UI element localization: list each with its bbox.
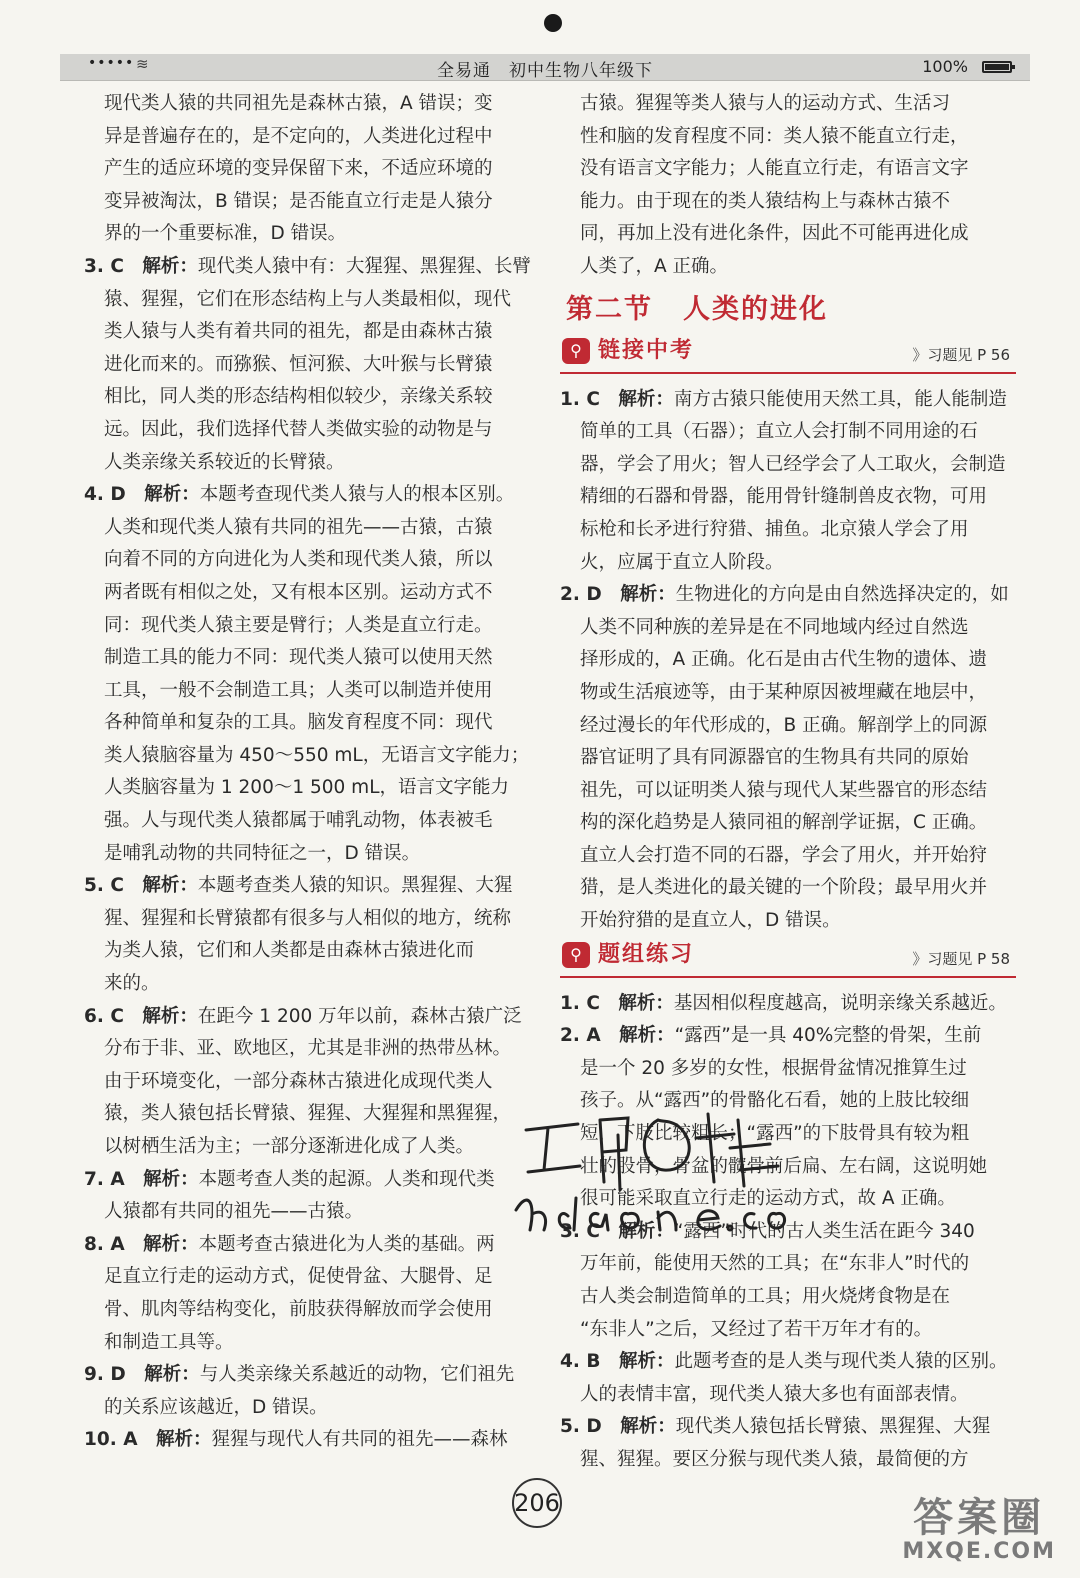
answer-label: 3. C 解析： bbox=[560, 1220, 674, 1242]
text-line bbox=[560, 481, 1016, 514]
line-text: 制造工具的能力不同：现代类人猿可以使用天然 bbox=[104, 647, 493, 669]
answer-label: 6. C 解析： bbox=[84, 1005, 198, 1027]
text-line bbox=[84, 968, 534, 1001]
line-text: 现代类人猿的共同祖先是森林古猿，A 错误；变 bbox=[104, 93, 493, 114]
line-text: 向着不同的方向进化为人类和现代类人猿，所以 bbox=[104, 549, 493, 571]
line-text: 两者既有相似之处，又有根本区别。运动方式不 bbox=[104, 581, 493, 603]
text-line bbox=[560, 742, 1016, 775]
line-text: 人猿都有共同的祖先——古猿。 bbox=[104, 1201, 364, 1223]
line-text: 物或生活痕迹等，由于某种原因被埋藏在地层中， bbox=[580, 681, 988, 703]
line-text: 以树栖生活为主；一部分逐渐进化成了人类。 bbox=[104, 1136, 475, 1157]
line-text: 古人类会制造简单的工具；用火烧烤食物是在 bbox=[580, 1286, 951, 1307]
line-text: 同：现代类人猿主要是臂行；人类是直立行走。 bbox=[104, 614, 493, 636]
answer-label: 1. C 解析： bbox=[560, 992, 674, 1014]
text-line bbox=[84, 1327, 534, 1360]
text-line: 能力。由于现在的类人猿结构上与森林古猿不 bbox=[580, 190, 951, 212]
line-text: 本题考查人类的起源。人类和现代类 bbox=[198, 1168, 495, 1190]
line-text: 骨、肌肉等结构变化，前肢获得解放而学会使用 bbox=[104, 1298, 493, 1320]
text-line: 性和脑的发育程度不同：类人猿不能直立行走， bbox=[580, 125, 969, 147]
text-line bbox=[560, 1411, 1016, 1444]
line-text: 器官证明了具有同源器官的生物具有共同的原始 bbox=[580, 747, 969, 769]
line-text: 变异被淘汰，B 错误；是否能直立行走是人猿分 bbox=[104, 190, 493, 212]
text-line bbox=[84, 1196, 534, 1229]
page-title: 全易通 初中生物八年级下 bbox=[437, 61, 653, 81]
text-line bbox=[84, 642, 534, 675]
text-line bbox=[84, 610, 534, 643]
line-text: 远。因此，我们选择代替人类做实验的动物是与 bbox=[104, 418, 493, 440]
answer-label: 7. A 解析： bbox=[84, 1168, 199, 1190]
line-text: 构的深化趋势是人猿同祖的解剖学证据，C 正确。 bbox=[580, 812, 988, 834]
section-heading: 第二节 人类的进化 bbox=[566, 293, 828, 325]
line-text: 南方古猿只能使用天然工具，能人能制造 bbox=[673, 388, 1007, 410]
wifi-icon: ≋ bbox=[136, 55, 149, 73]
text-line bbox=[84, 349, 534, 382]
text-line bbox=[84, 479, 534, 512]
line-text: 是哺乳动物的共同特征之一，D 错误。 bbox=[104, 842, 421, 864]
line-text: 火，应属于直立人阶段。 bbox=[580, 551, 784, 573]
battery-percent: 100% bbox=[922, 57, 968, 76]
text-line bbox=[84, 121, 534, 154]
text-line bbox=[84, 707, 534, 740]
text-line bbox=[84, 903, 534, 936]
text-line bbox=[560, 547, 1016, 580]
answer-label: 4. D 解析： bbox=[84, 484, 200, 506]
text-line bbox=[84, 838, 534, 871]
answer-label: 8. A 解析： bbox=[84, 1233, 199, 1255]
line-text: “露西”时代的古人类生活在距今 340 bbox=[673, 1220, 975, 1242]
battery-icon bbox=[982, 61, 1012, 73]
text-line bbox=[84, 88, 534, 121]
line-text: 猿，类人猿包括长臂猿、猩猩、大猩猩和黑猩猩， bbox=[104, 1103, 512, 1125]
line-text: 的关系应该越近，D 错误。 bbox=[104, 1396, 328, 1418]
signal-strength-icon: ••••• bbox=[88, 55, 135, 71]
text-line bbox=[560, 1248, 1016, 1281]
text-line bbox=[84, 675, 534, 708]
line-text: 开始狩猎的是直立人，D 错误。 bbox=[580, 910, 841, 932]
left-column bbox=[84, 88, 534, 1457]
line-text: 精细的石器和骨器，能用骨针缝制兽皮衣物，可用 bbox=[580, 486, 988, 508]
text-line bbox=[560, 449, 1016, 482]
answer-label: 2. A 解析： bbox=[560, 1025, 675, 1047]
camera-dot bbox=[544, 14, 562, 32]
subheading-link-exam: ⚲ 链接中考 》习题见 P 56 bbox=[560, 336, 1016, 374]
line-text: 来的。 bbox=[104, 973, 160, 995]
line-text: 人类脑容量为 1 200～1 500 mL，语言文字能力 bbox=[104, 777, 510, 799]
exercise-reference: 》习题见 P 58 bbox=[912, 949, 1010, 968]
right-column bbox=[560, 88, 1016, 1477]
text-line bbox=[560, 1346, 1016, 1379]
text-line bbox=[560, 807, 1016, 840]
handwritten-watermark bbox=[508, 1090, 808, 1240]
line-text: 本题考查古猿进化为人类的基础。两 bbox=[198, 1233, 495, 1255]
line-text: 短，下肢比较粗长；“露西”的下肢骨具有较为粗 bbox=[580, 1123, 970, 1145]
text-line bbox=[84, 153, 534, 186]
text-line bbox=[560, 710, 1016, 743]
text-line bbox=[84, 935, 534, 968]
text-line bbox=[560, 840, 1016, 873]
text-line bbox=[84, 1001, 534, 1034]
line-text: 和制造工具等。 bbox=[104, 1331, 234, 1353]
answer-label: 5. C 解析： bbox=[84, 875, 198, 897]
exercise-reference: 》习题见 P 56 bbox=[912, 345, 1010, 364]
text-line bbox=[84, 414, 534, 447]
line-text: 界的一个重要标准，D 错误。 bbox=[104, 223, 347, 245]
line-text: 工具，一般不会制造工具；人类可以制造并使用 bbox=[104, 679, 493, 701]
line-text: 类人猿脑容量为 450～550 mL，无语言文字能力； bbox=[104, 744, 530, 766]
text-line: 古猿。猩猩等类人猿与人的运动方式、生活习 bbox=[580, 93, 951, 114]
line-text: 足直立行走的运动方式，促使骨盆、大腿骨、足 bbox=[104, 1266, 493, 1288]
line-text: 人类不同种族的差异是在不同地域内经过自然选 bbox=[580, 616, 969, 638]
text-line bbox=[84, 316, 534, 349]
text-line bbox=[560, 416, 1016, 449]
search-icon: ⚲ bbox=[562, 338, 590, 364]
text-line: 没有语言文字能力；人能直立行走，有语言文字 bbox=[580, 158, 969, 180]
line-text: 相比，同人类的形态结构相似较少，亲缘关系较 bbox=[104, 386, 493, 408]
line-text: 器，学会了用火；智人已经学会了人工取火，会制造 bbox=[580, 453, 1006, 475]
text-line bbox=[560, 1281, 1016, 1314]
text-line bbox=[560, 514, 1016, 547]
line-text: 各种简单和复杂的工具。脑发育程度不同：现代 bbox=[104, 712, 493, 734]
text-line bbox=[560, 384, 1016, 417]
line-text: 择形成的，A 正确。化石是由古代生物的遗体、遗 bbox=[580, 649, 988, 671]
line-text: 强。人与现代类人猿都属于哺乳动物，体表被毛 bbox=[104, 810, 493, 832]
line-text: 本题考查类人猿的知识。黑猩猩、大猩 bbox=[197, 875, 513, 897]
text-line bbox=[84, 577, 534, 610]
text-line bbox=[84, 447, 534, 480]
line-text: 为类人猿，它们和人类都是由森林古猿进化而 bbox=[104, 940, 475, 962]
text-line bbox=[84, 218, 534, 251]
text-line bbox=[560, 872, 1016, 905]
answer-label: 10. A 解析： bbox=[84, 1429, 212, 1451]
line-text: 由于环境变化，一部分森林古猿进化成现代类人 bbox=[104, 1070, 493, 1092]
line-text: 现代类人猿中有：大猩猩、黑猩猩、长臂 bbox=[197, 255, 531, 277]
text-line bbox=[560, 905, 1016, 938]
line-text: “露西”是一具 40%完整的骨架，生前 bbox=[674, 1025, 982, 1047]
line-text: 简单的工具（石器）；直立人会打制不同用途的石 bbox=[580, 421, 978, 443]
answer-label: 3. C 解析： bbox=[84, 255, 198, 277]
text-line bbox=[84, 740, 534, 773]
line-text: 产生的适应环境的变异保留下来，不适应环境的 bbox=[104, 158, 493, 180]
line-text: 猿、猩猩，它们在形态结构上与人类最相似，现代 bbox=[104, 288, 512, 310]
text-line bbox=[84, 1033, 534, 1066]
line-text: 猩、猩猩和长臂猿都有很多与人相似的地方，统称 bbox=[104, 907, 512, 929]
line-text: 壮的股骨，骨盆的髋骨前后扁、左右阔，这说明她 bbox=[580, 1155, 988, 1177]
text-line bbox=[84, 772, 534, 805]
line-text: 现代类人猿包括长臂猿、黑猩猩、大猩 bbox=[675, 1416, 991, 1438]
line-text: 标枪和长矛进行狩猎、捕鱼。北京猿人学会了用 bbox=[580, 518, 969, 540]
line-text: 经过漫长的年代形成的，B 正确。解剖学上的同源 bbox=[580, 714, 988, 736]
text-line bbox=[84, 512, 534, 545]
answer-label: 5. D 解析： bbox=[560, 1416, 676, 1438]
subheading-group-practice: ⚲ 题组练习 》习题见 P 58 bbox=[560, 940, 1016, 978]
line-text: 此题考查的是人类与现代类人猿的区别。 bbox=[674, 1351, 1008, 1373]
line-text: 祖先，可以证明类人猿与现代人某些器官的形态结 bbox=[580, 779, 988, 801]
line-text: 很可能采取直立行走的运动方式，故 A 正确。 bbox=[580, 1188, 956, 1210]
line-text: 猩、猩猩。要区分猴与现代类人猿，最简便的方 bbox=[580, 1448, 969, 1470]
text-line bbox=[84, 1359, 534, 1392]
text-line bbox=[560, 1444, 1016, 1477]
line-text: 在距今 1 200 万年以前，森林古猿广泛 bbox=[197, 1005, 522, 1027]
text-line bbox=[84, 1098, 534, 1131]
text-line: 同，再加上没有进化条件，因此不可能再进化成 bbox=[580, 223, 969, 245]
text-line bbox=[560, 644, 1016, 677]
line-text: 基因相似程度越高，说明亲缘关系越近。 bbox=[673, 992, 1007, 1014]
search-icon: ⚲ bbox=[562, 942, 590, 968]
line-text: 与人类亲缘关系越近的动物，它们祖先 bbox=[199, 1364, 515, 1386]
text-line bbox=[84, 1164, 534, 1197]
text-line bbox=[560, 775, 1016, 808]
text-line bbox=[84, 284, 534, 317]
status-bar bbox=[60, 54, 1030, 81]
text-line: 人类了，A 正确。 bbox=[580, 255, 729, 277]
line-text: 猎，是人类进化的最关键的一个阶段；最早用火并 bbox=[580, 877, 988, 899]
text-line bbox=[84, 870, 534, 903]
text-line bbox=[84, 1261, 534, 1294]
text-line bbox=[560, 1020, 1016, 1053]
answer-label: 4. B 解析： bbox=[560, 1351, 675, 1373]
text-line bbox=[560, 988, 1016, 1021]
text-line bbox=[560, 579, 1016, 612]
text-line bbox=[84, 381, 534, 414]
answer-label: 9. D 解析： bbox=[84, 1364, 200, 1386]
page-number: 206 bbox=[512, 1478, 562, 1528]
line-text: 人的表情丰富，现代类人猿大多也有面部表情。 bbox=[580, 1383, 969, 1405]
line-text: 异是普遍存在的，是不定向的，人类进化过程中 bbox=[104, 125, 493, 147]
line-text: “东非人”之后，又经过了若干万年才有的。 bbox=[580, 1318, 933, 1340]
line-text: 人类和现代类人猿有共同的祖先——古猿，古猿 bbox=[104, 516, 493, 538]
text-line bbox=[560, 1314, 1016, 1347]
line-text: 类人猿与人类有着共同的祖先，都是由森林古猿 bbox=[104, 321, 493, 343]
answer-label: 2. D 解析： bbox=[560, 584, 676, 606]
text-line bbox=[84, 1424, 534, 1457]
line-text: 进化而来的。而猕猴、恒河猴、大叶猴与长臂猿 bbox=[104, 353, 493, 375]
line-text: 孩子。从“露西”的骨骼化石看，她的上肢比较细 bbox=[580, 1090, 970, 1112]
text-line bbox=[560, 1053, 1016, 1086]
text-line bbox=[84, 1392, 534, 1425]
line-text: 本题考查现代类人猿与人的根本区别。 bbox=[199, 484, 515, 506]
line-text: 猩猩与现代人有共同的祖先——森林 bbox=[211, 1429, 508, 1451]
line-text: 生物进化的方向是由自然选择决定的，如 bbox=[675, 584, 1009, 606]
text-line bbox=[84, 544, 534, 577]
text-line bbox=[84, 1294, 534, 1327]
text-line bbox=[84, 805, 534, 838]
text-line bbox=[84, 1066, 534, 1099]
line-text: 人类亲缘关系较近的长臂猿。 bbox=[104, 451, 345, 473]
line-text: 万年前，能使用天然的工具；在“东非人”时代的 bbox=[580, 1253, 970, 1275]
text-line bbox=[560, 677, 1016, 710]
line-text: 分布于非、亚、欧地区，尤其是非洲的热带丛林。 bbox=[104, 1038, 512, 1060]
text-line bbox=[560, 612, 1016, 645]
text-line bbox=[84, 251, 534, 284]
text-line bbox=[84, 186, 534, 219]
text-line bbox=[84, 1229, 534, 1262]
answer-label: 1. C 解析： bbox=[560, 388, 674, 410]
line-text: 直立人会打造不同的石器，学会了用火，并开始狩 bbox=[580, 844, 988, 866]
text-line bbox=[84, 1131, 534, 1164]
line-text: 是一个 20 多岁的女性，根据骨盆情况推算生过 bbox=[580, 1057, 967, 1079]
site-watermark: 答案圈 MXQE.COM bbox=[902, 1495, 1056, 1564]
text-line bbox=[560, 1379, 1016, 1412]
